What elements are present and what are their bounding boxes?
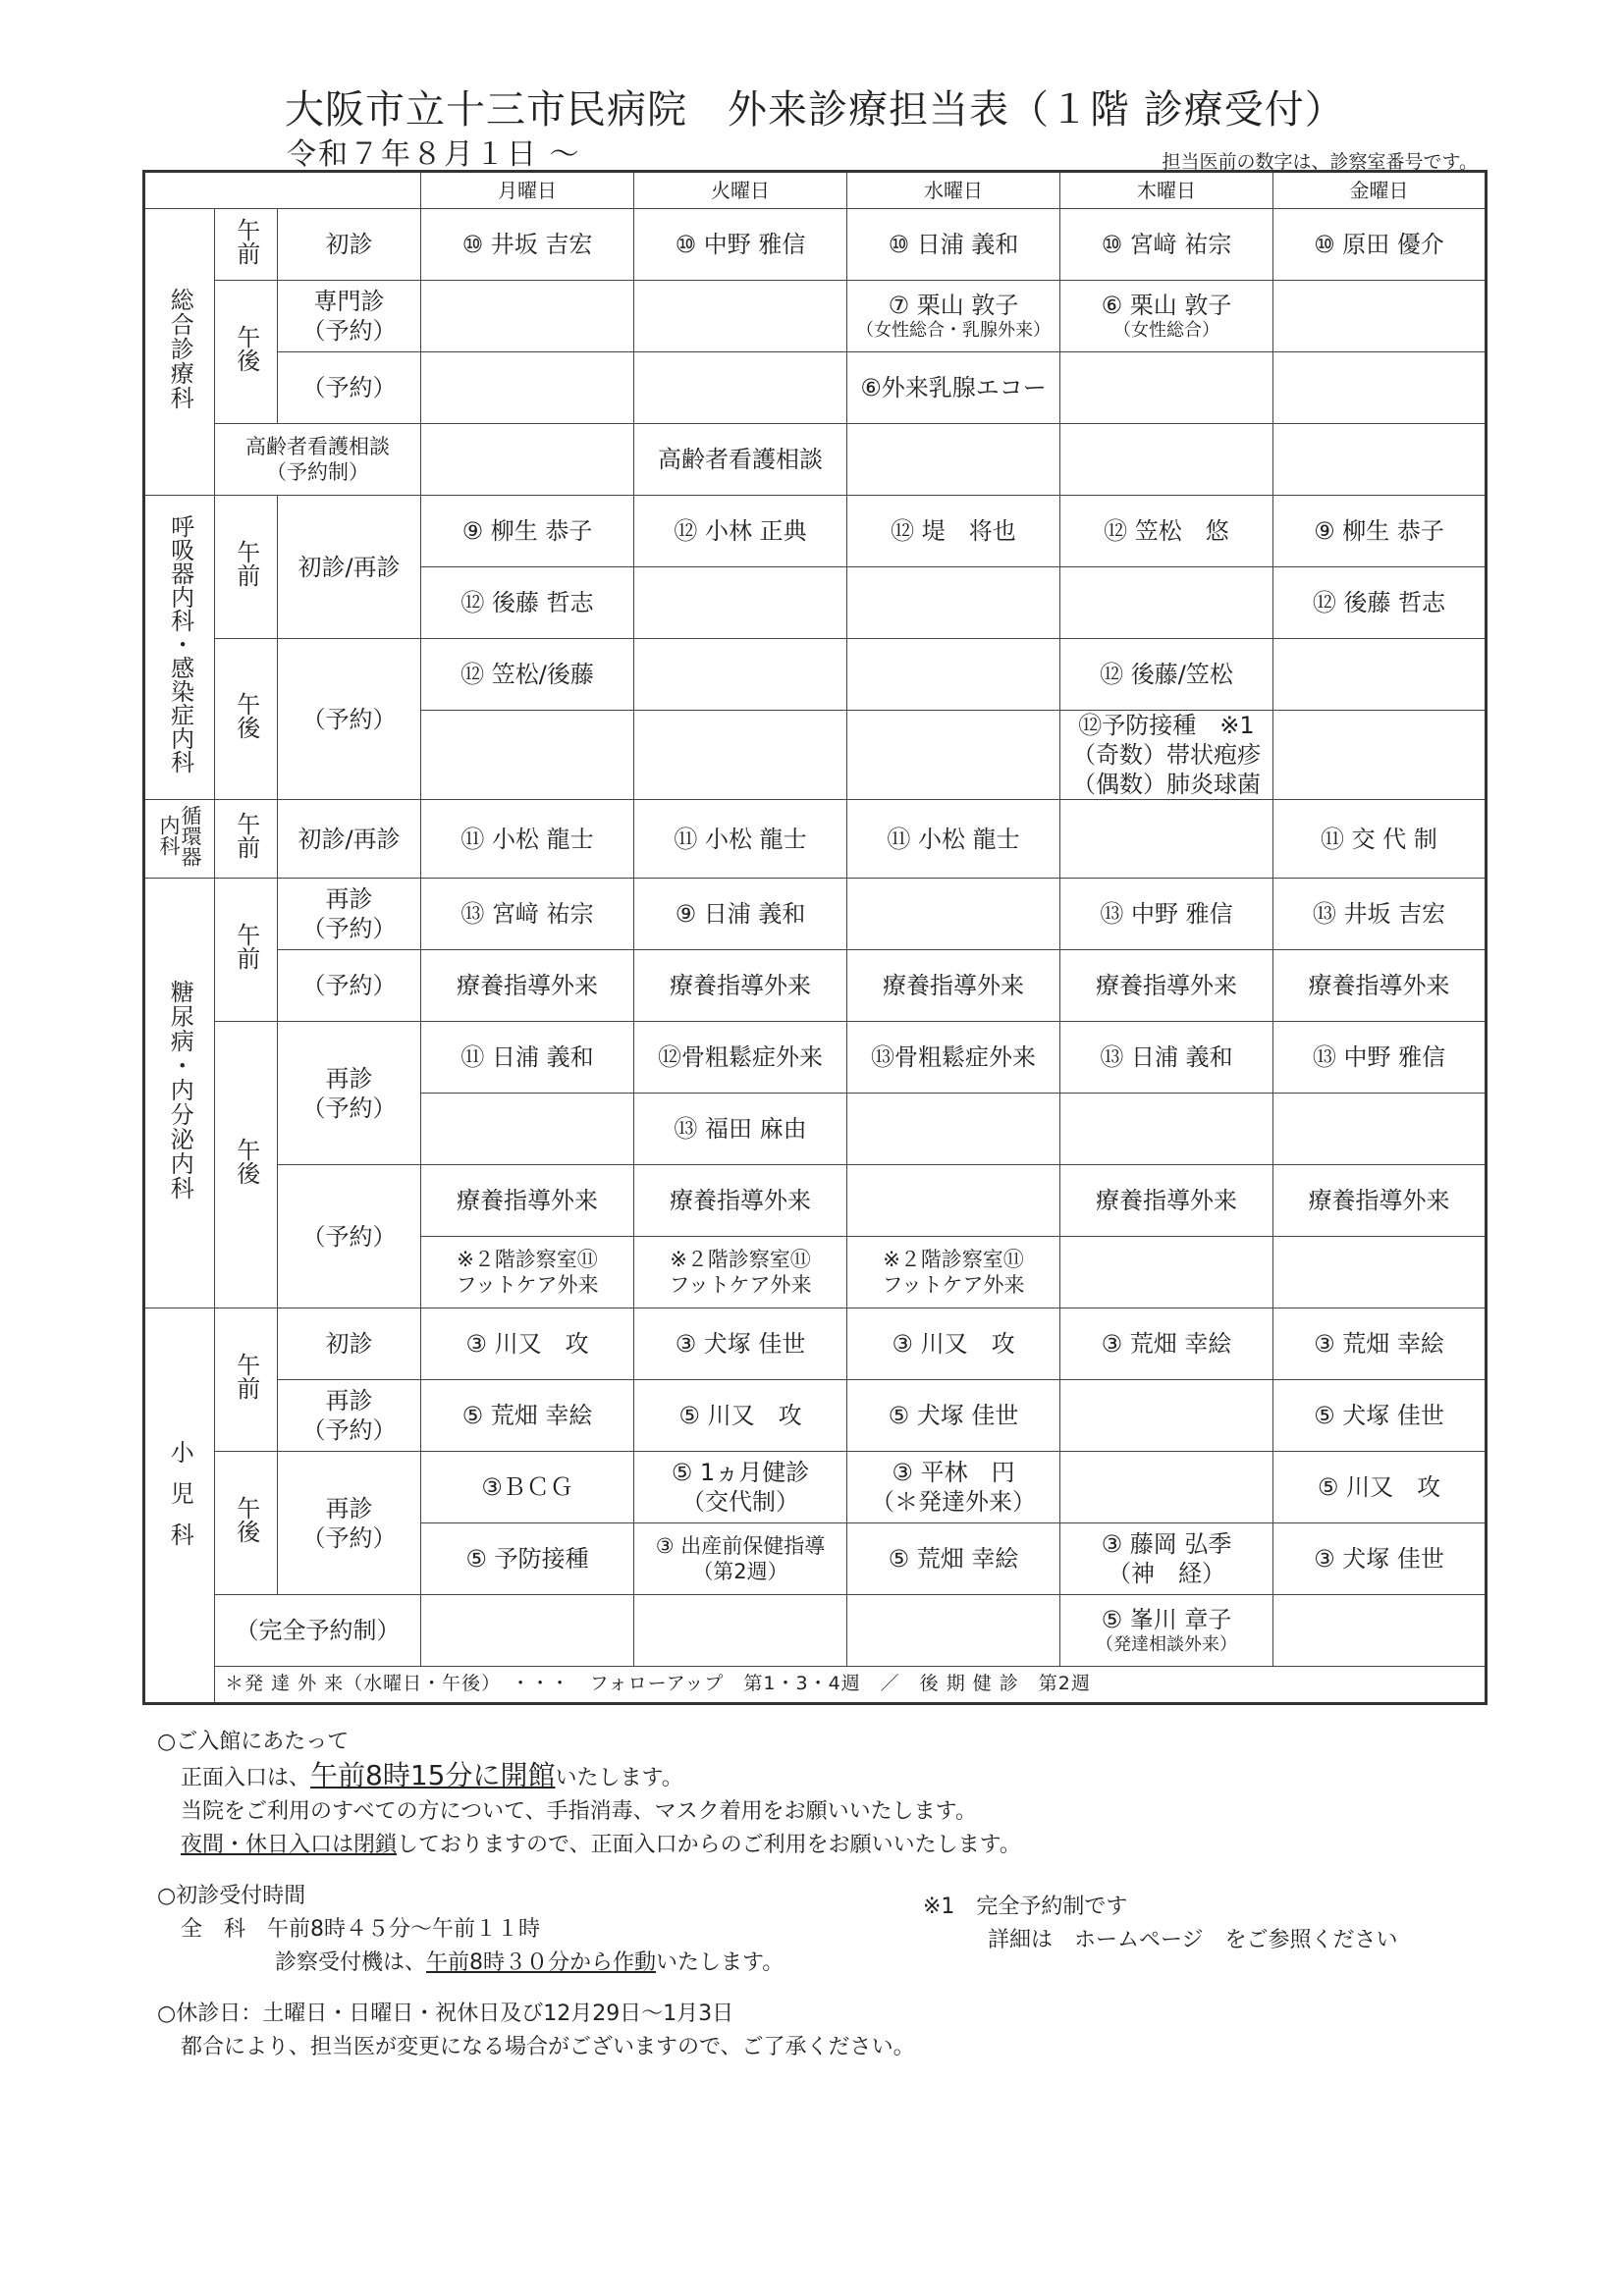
row-label: （完全予約制）	[215, 1595, 421, 1667]
schedule-cell: ⑩ 井坂 吉宏	[421, 209, 634, 281]
table-row	[144, 639, 1487, 711]
info-line: 当院をご利用のすべての方について、手指消毒、マスク着用をお願いいたします。	[181, 1799, 977, 1824]
schedule-cell	[847, 1595, 1060, 1667]
row-label: 高齢者看護相談 （予約制）	[215, 424, 421, 496]
schedule-cell: ⑤ 1ヵ月健診 （交代制）	[634, 1452, 847, 1523]
schedule-cell: ⑫ 堤 将也	[847, 496, 1060, 567]
schedule-cell: ⑪ 小松 龍士	[847, 800, 1060, 879]
table-row	[144, 1380, 1487, 1452]
schedule-cell	[847, 1165, 1060, 1237]
room-number-note: 担当医前の数字は、診察室番号です。	[1162, 151, 1478, 173]
schedule-cell: ※２階診察室⑪ フットケア外来	[847, 1237, 1060, 1308]
schedule-cell	[421, 711, 634, 800]
dept-respiratory: 呼吸器内科・感染症内科	[144, 496, 215, 800]
am-label: 午前	[215, 1308, 278, 1452]
schedule-cell	[847, 879, 1060, 950]
schedule-cell	[421, 281, 634, 352]
schedule-cell: ⑫ 後藤 哲志	[421, 567, 634, 639]
schedule-cell: ⑩ 日浦 義和	[847, 209, 1060, 281]
row-label: （予約）	[278, 1165, 421, 1308]
schedule-cell: ⑬ 日浦 義和	[1060, 1022, 1273, 1094]
schedule-cell: 高齢者看護相談	[634, 424, 847, 496]
schedule-cell: ⑥外来乳腺エコー	[847, 352, 1060, 424]
effective-date: 令和７年８月１日 ～	[287, 137, 581, 172]
table-row	[144, 800, 1487, 879]
schedule-cell	[1273, 639, 1487, 711]
schedule-cell	[634, 1595, 847, 1667]
row-label: （予約）	[278, 352, 421, 424]
table-row	[144, 1165, 1487, 1237]
pm-label: 午後	[215, 1452, 278, 1595]
schedule-cell: ※２階診察室⑪ フットケア外来	[421, 1237, 634, 1308]
schedule-cell	[634, 352, 847, 424]
table-row	[144, 1022, 1487, 1094]
schedule-cell: ⑤ 荒畑 幸絵	[421, 1380, 634, 1452]
day-header-fri: 金曜日	[1273, 172, 1487, 209]
schedule-cell: ⑬ 宮﨑 祐宗	[421, 879, 634, 950]
schedule-cell	[1060, 1452, 1273, 1523]
dept-general: 総合診療科	[144, 209, 215, 496]
schedule-cell	[847, 424, 1060, 496]
info-section	[157, 1726, 1021, 2064]
am-label: 午前	[215, 209, 278, 281]
schedule-cell: ⑤ 犬塚 佳世	[1273, 1380, 1487, 1452]
row-label: 初診/再診	[278, 496, 421, 639]
schedule-cell: 療養指導外来	[421, 1165, 634, 1237]
schedule-cell: ⑬ 福田 麻由	[634, 1094, 847, 1165]
schedule-cell: ⑤ 予防接種	[421, 1523, 634, 1595]
side-note-line: 詳細は ホームページ をご参照ください	[988, 1928, 1398, 1952]
row-label: 専門診 （予約）	[278, 281, 421, 352]
day-header-thu: 木曜日	[1060, 172, 1273, 209]
schedule-cell	[421, 1595, 634, 1667]
schedule-cell: ⑪ 交 代 制	[1273, 800, 1487, 879]
schedule-cell: ⑬骨粗鬆症外来	[847, 1022, 1060, 1094]
schedule-cell: ③ 藤岡 弘季 （神 経）	[1060, 1523, 1273, 1595]
header-row	[144, 172, 1487, 209]
schedule-cell	[1273, 281, 1487, 352]
schedule-cell: ⑫ 笠松 悠	[1060, 496, 1273, 567]
side-note-line: ※1 完全予約制です	[923, 1895, 1128, 1919]
schedule-cell: ③ 荒畑 幸絵	[1273, 1308, 1487, 1380]
schedule-cell: ⑩ 宮﨑 祐宗	[1060, 209, 1273, 281]
schedule-cell: ⑫ 小林 正典	[634, 496, 847, 567]
schedule-cell	[847, 711, 1060, 800]
schedule-cell: 療養指導外来	[1273, 950, 1487, 1022]
schedule-cell: ⑨ 日浦 義和	[634, 879, 847, 950]
row-label: 再診 （予約）	[278, 879, 421, 950]
info-heading: ○初診受付時間	[157, 1884, 306, 1908]
schedule-cell: ⑪ 日浦 義和	[421, 1022, 634, 1094]
schedule-cell	[1060, 1094, 1273, 1165]
schedule-cell: ⑪ 小松 龍士	[634, 800, 847, 879]
schedule-cell: ③ 平林 円 （＊発達外来）	[847, 1452, 1060, 1523]
schedule-cell: ③ 川又 攻	[847, 1308, 1060, 1380]
schedule-cell: ⑬ 中野 雅信	[1273, 1022, 1487, 1094]
schedule-cell: ③ 出産前保健指導 （第2週）	[634, 1523, 847, 1595]
schedule-cell	[421, 1094, 634, 1165]
schedule-cell: 療養指導外来	[421, 950, 634, 1022]
schedule-cell: ⑥ 栗山 敦子 （女性総合）	[1060, 281, 1273, 352]
info-heading: ○休診日：土曜日・日曜日・祝休日及び12月29日～1月3日	[157, 2002, 734, 2026]
schedule-cell	[1273, 1094, 1487, 1165]
row-label: （予約）	[278, 639, 421, 800]
schedule-cell: ⑤ 犬塚 佳世	[847, 1380, 1060, 1452]
schedule-cell: ③ＢＣＧ	[421, 1452, 634, 1523]
schedule-cell: ⑬ 中野 雅信	[1060, 879, 1273, 950]
schedule-cell: ⑬ 井坂 吉宏	[1273, 879, 1487, 950]
schedule-cell: 療養指導外来	[634, 950, 847, 1022]
schedule-cell: ⑨ 柳生 恭子	[421, 496, 634, 567]
schedule-cell	[1273, 352, 1487, 424]
schedule-cell	[634, 567, 847, 639]
schedule-cell: ⑫ 後藤/笠松	[1060, 639, 1273, 711]
schedule-cell	[1273, 711, 1487, 800]
dept-circulatory: 循環器内科	[144, 800, 215, 879]
row-label: 再診 （予約）	[278, 1452, 421, 1595]
schedule-cell: ⑫予防接種 ※1 （奇数）帯状疱疹 （偶数）肺炎球菌	[1060, 711, 1273, 800]
schedule-cell	[634, 711, 847, 800]
day-header-wed: 水曜日	[847, 172, 1060, 209]
table-row	[144, 1452, 1487, 1523]
side-note	[923, 1891, 1398, 1957]
table-row	[144, 424, 1487, 496]
info-line: 診察受付機は、午前8時３０分から作動いたします。	[275, 1950, 784, 1975]
schedule-cell: 療養指導外来	[1273, 1165, 1487, 1237]
info-heading: ○ご入館にあたって	[157, 1730, 350, 1754]
schedule-cell	[847, 639, 1060, 711]
schedule-cell	[634, 281, 847, 352]
table-row	[144, 209, 1487, 281]
schedule-cell	[1273, 1595, 1487, 1667]
schedule-cell: ③ 荒畑 幸絵	[1060, 1308, 1273, 1380]
pm-label: 午後	[215, 281, 278, 424]
schedule-cell	[1060, 1237, 1273, 1308]
schedule-cell: ※２階診察室⑪ フットケア外来	[634, 1237, 847, 1308]
row-label: 初診	[278, 209, 421, 281]
schedule-cell: ③ 犬塚 佳世	[634, 1308, 847, 1380]
schedule-cell: ⑩ 原田 優介	[1273, 209, 1487, 281]
schedule-cell	[1060, 567, 1273, 639]
schedule-cell: ⑤ 川又 攻	[634, 1380, 847, 1452]
schedule-cell: ③ 川又 攻	[421, 1308, 634, 1380]
schedule-cell	[847, 1094, 1060, 1165]
table-row	[144, 1595, 1487, 1667]
row-label: 初診/再診	[278, 800, 421, 879]
corner-cell	[144, 172, 421, 209]
schedule-cell	[1060, 800, 1273, 879]
dept-pediatrics: 小児科	[144, 1308, 215, 1704]
schedule-cell: ⑤ 荒畑 幸絵	[847, 1523, 1060, 1595]
am-label: 午前	[215, 800, 278, 879]
schedule-cell: ⑪ 小松 龍士	[421, 800, 634, 879]
table-row	[144, 281, 1487, 352]
schedule-cell: ⑩ 中野 雅信	[634, 209, 847, 281]
am-label: 午前	[215, 879, 278, 1022]
row-label: 再診 （予約）	[278, 1380, 421, 1452]
row-label: （予約）	[278, 950, 421, 1022]
schedule-cell	[634, 639, 847, 711]
table-row	[144, 879, 1487, 950]
schedule-cell: 療養指導外来	[1060, 950, 1273, 1022]
schedule-cell: ⑨ 柳生 恭子	[1273, 496, 1487, 567]
schedule-cell	[421, 352, 634, 424]
am-label: 午前	[215, 496, 278, 639]
schedule-cell: ⑫骨粗鬆症外来	[634, 1022, 847, 1094]
info-line: 都合により、担当医が変更になる場合がございますので、ご了承ください。	[181, 2035, 915, 2059]
table-row	[144, 496, 1487, 567]
schedule-cell: ⑫ 笠松/後藤	[421, 639, 634, 711]
schedule-cell	[421, 424, 634, 496]
table-row	[144, 352, 1487, 424]
table-row	[144, 1667, 1487, 1704]
info-line: 正面入口は、午前8時15分に開館いたします。	[181, 1759, 683, 1791]
pediatrics-footnote: ＊発 達 外 来（水曜日・午後） ・・・ フォローアップ 第1・3・4週 ／ 後 期 健 診 第2週	[215, 1667, 1487, 1704]
row-label: 初診	[278, 1308, 421, 1380]
schedule-cell: ⑤ 峯川 章子 （発達相談外来）	[1060, 1595, 1273, 1667]
schedule-cell: ⑦ 栗山 敦子 （女性総合・乳腺外来）	[847, 281, 1060, 352]
page-title: 大阪市立十三市民病院 外来診療担当表（１階 診療受付）	[285, 87, 1345, 133]
schedule-cell: 療養指導外来	[847, 950, 1060, 1022]
info-line: 全 科 午前8時４５分～午前１１時	[181, 1917, 540, 1942]
schedule-cell	[847, 567, 1060, 639]
schedule-cell: 療養指導外来	[634, 1165, 847, 1237]
pm-label: 午後	[215, 639, 278, 800]
day-header-mon: 月曜日	[421, 172, 634, 209]
dept-diabetes: 糖尿病・内分泌内科	[144, 879, 215, 1308]
table-row	[144, 950, 1487, 1022]
schedule-cell	[1060, 1380, 1273, 1452]
schedule-cell	[1273, 1237, 1487, 1308]
row-label: 再診 （予約）	[278, 1022, 421, 1165]
schedule-cell	[1060, 352, 1273, 424]
info-line: 夜間・休日入口は閉鎖しておりますので、正面入口からのご利用をお願いいたします。	[181, 1833, 1021, 1857]
schedule-table	[142, 170, 1488, 1705]
table-row	[144, 1308, 1487, 1380]
schedule-cell: ③ 犬塚 佳世	[1273, 1523, 1487, 1595]
pm-label: 午後	[215, 1022, 278, 1308]
schedule-cell: 療養指導外来	[1060, 1165, 1273, 1237]
schedule-cell: ⑫ 後藤 哲志	[1273, 567, 1487, 639]
schedule-cell	[1273, 424, 1487, 496]
schedule-cell: ⑤ 川又 攻	[1273, 1452, 1487, 1523]
schedule-cell	[1060, 424, 1273, 496]
day-header-tue: 火曜日	[634, 172, 847, 209]
